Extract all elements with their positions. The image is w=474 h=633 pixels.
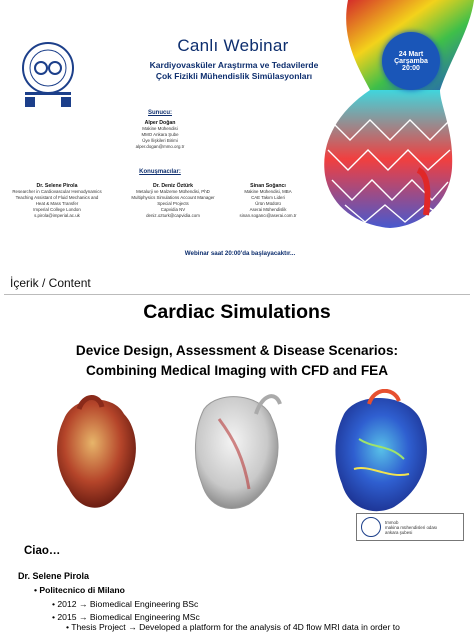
heart-images (44, 389, 444, 519)
speaker-block-2 (118, 183, 228, 219)
speaker-line: Metalurji ve Malzeme Mühendisi, PhD (136, 189, 210, 194)
speaker-email: deniz.ozturk@capvidia.com (146, 213, 200, 218)
speaker-line: Aserai Mühendislik (249, 207, 287, 212)
speaker-block-3 (228, 183, 308, 219)
speaker-block-1 (2, 183, 112, 219)
speaker-line: Makine Mühendisi, MBA (244, 189, 292, 194)
bullet-text: Thesis Project → Developed a platform for the analysis of 4D flow MRI data in order to (71, 622, 400, 632)
date-weekday: Çarşamba (394, 57, 428, 65)
speaker-line: Imperial College London (33, 207, 81, 212)
moderator-line: Üye İlişkileri Birimi (142, 138, 178, 143)
moderator-line: MMO Ankara Şube (141, 132, 179, 137)
slide-subtitle-line2: Combining Medical Imaging with CFD and FEA (85, 363, 389, 378)
poster-subtitle-line1: Kardiyovasküler Araştırma ve Tedavilerde (149, 60, 319, 70)
moderator-email: alper.dogan@mmo.org.tr (135, 144, 185, 149)
content-label: İçerik / Content (10, 276, 91, 290)
speaker-line: Capvidia NV (160, 207, 186, 212)
heart-model-image (57, 397, 136, 507)
slide-subtitle-line1: Device Design, Assessment & Disease Scenarios: (75, 343, 399, 358)
webinar-poster (0, 0, 474, 268)
speakers-heading: Konuşmacılar: (139, 169, 181, 175)
speaker-name: Dr. Selene Pirola (36, 183, 78, 189)
speaker-name: Dr. Deniz Öztürk (152, 183, 194, 189)
poster-subtitle-line2: Çok Fizikli Mühendislik Simülasyonları (155, 71, 313, 81)
speaker-line: Ürün Müdürü (255, 201, 281, 206)
heart-mesh-image (195, 396, 280, 508)
bullet-item: • Thesis Project → Developed a platform for the analysis of 4D flow MRI data in order to (66, 622, 400, 632)
bullet-text: 2015 → Biomedical Engineering MSc (57, 612, 200, 622)
heart-flow-simulation-image (335, 391, 427, 511)
speaker-line: Teaching Assistant of Fluid Mechanics and (15, 195, 99, 200)
bullet-item: • Politecnico di Milano (34, 585, 125, 595)
speaker-line: Heat & Mass Transfer (35, 201, 79, 206)
tmmob-logo (356, 513, 464, 541)
slide-speaker-name: Dr. Selene Pirola (18, 571, 90, 581)
speaker-email: s.pirola@imperial.ac.uk (34, 213, 80, 218)
date-day: 24 Mart (398, 50, 424, 58)
slide-subtitle (4, 341, 470, 381)
speaker-name: Sinan Soğancı (250, 183, 286, 189)
tmmob-text-2: makina mühendisleri odası (385, 524, 438, 530)
speaker-line: CAE Takım Lideri (251, 195, 285, 200)
bullet-item: • 2012 → Biomedical Engineering BSc (52, 599, 199, 609)
speaker-email: sinan.sogancı@aserai.com.tr (239, 213, 297, 218)
stent-valve-simulation-image (300, 0, 474, 268)
greeting: Ciao… (24, 545, 61, 557)
bullet-item: • 2015 → Biomedical Engineering MSc (52, 612, 200, 622)
poster-title: Canlı Webinar (177, 36, 289, 55)
date-time: 20:00 (402, 64, 420, 72)
speaker-line: Researcher in Cardiovascular Hemodynamics (12, 189, 102, 194)
moderator-heading: Sunucu: (148, 110, 172, 116)
mmo-logo-icon (20, 40, 76, 108)
moderator-name: Alper Doğan (144, 120, 176, 126)
slide-title: Cardiac Simulations (143, 301, 331, 323)
speaker-line: Special Projects (157, 201, 189, 206)
tmmob-logo-icon (361, 517, 381, 537)
moderator-block (100, 120, 220, 150)
speaker-line: Multiphysics Simulations Account Manager (131, 195, 215, 200)
webinar-start-note: Webinar saat 20:00'da başlayacaktır... (184, 250, 296, 257)
moderator-line: Makine Mühendisi (142, 126, 178, 131)
bullet-text: 2012 → Biomedical Engineering BSc (57, 599, 199, 609)
bullet-text: Politecnico di Milano (39, 585, 125, 595)
presentation-slide (4, 294, 470, 633)
date-badge (382, 32, 440, 90)
tmmob-text-3: ankara şubesi (385, 529, 413, 535)
tmmob-text-1: tmmob (385, 519, 399, 525)
